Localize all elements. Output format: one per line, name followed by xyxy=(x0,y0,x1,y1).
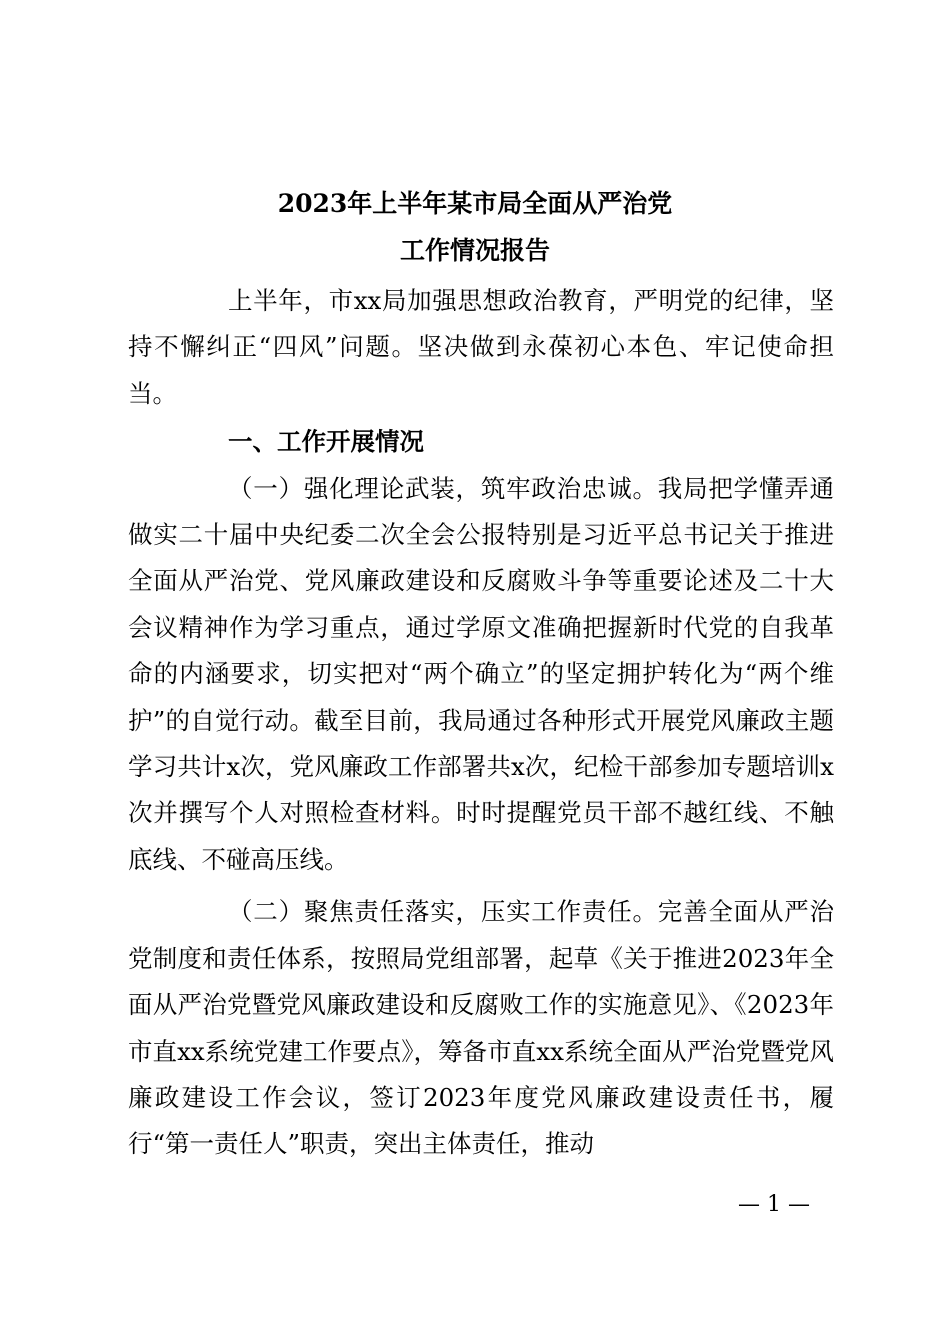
page-number: — 1 — xyxy=(738,1192,810,1217)
section-2-paragraph: （二）聚焦责任落实，压实工作责任。完善全面从严治党制度和责任体系，按照局党组部署，起草《关于推进2023年全面从严治党暨党风廉政建设和反腐败工作的实施意见》、《2023年市直xx系统党建工作要点》，筹备市直xx系统全面从严治党暨党风廉政建设工作会议，签订2023年度党风廉政建设责任书，履行“第一责任人”职责，突出主体责任，推动 xyxy=(128,897,834,1159)
document-title-line-2: 工作情况报告 xyxy=(399,236,550,265)
section-1-paragraph: （一）强化理论武装，筑牢政治忠诚。我局把学懂弄通做实二十届中央纪委二次全会公报特别是习近平总书记关于推进全面从严治党、党风廉政建设和反腐败斗争等重要论述及二十大会议精神作为学习重点，通过学原文准确把握新时代党的自我革命的内涵要求，切实把对“两个确立”的坚定拥护转化为“两个维护”的自觉行动。截至目前，我局通过各种形式开展党风廉政主题学习共计x次，党风廉政工作部署共x次，纪检干部参加专题培训x次并撰写个人对照检查材料。时时提醒党员干部不越红线、不触底线、不碰高压线。 xyxy=(128,473,834,874)
document-title-line-1: 2023年上半年某市局全面从严治党 xyxy=(277,189,673,218)
section-heading-work-progress: 一、工作开展情况 xyxy=(228,427,424,457)
document-body xyxy=(128,278,834,1168)
intro-paragraph: 上半年，市xx局加强思想政治教育，严明党的纪律，坚持不懈纠正“四风”问题。坚决做到永葆初心本色、牢记使命担当。 xyxy=(128,286,834,408)
